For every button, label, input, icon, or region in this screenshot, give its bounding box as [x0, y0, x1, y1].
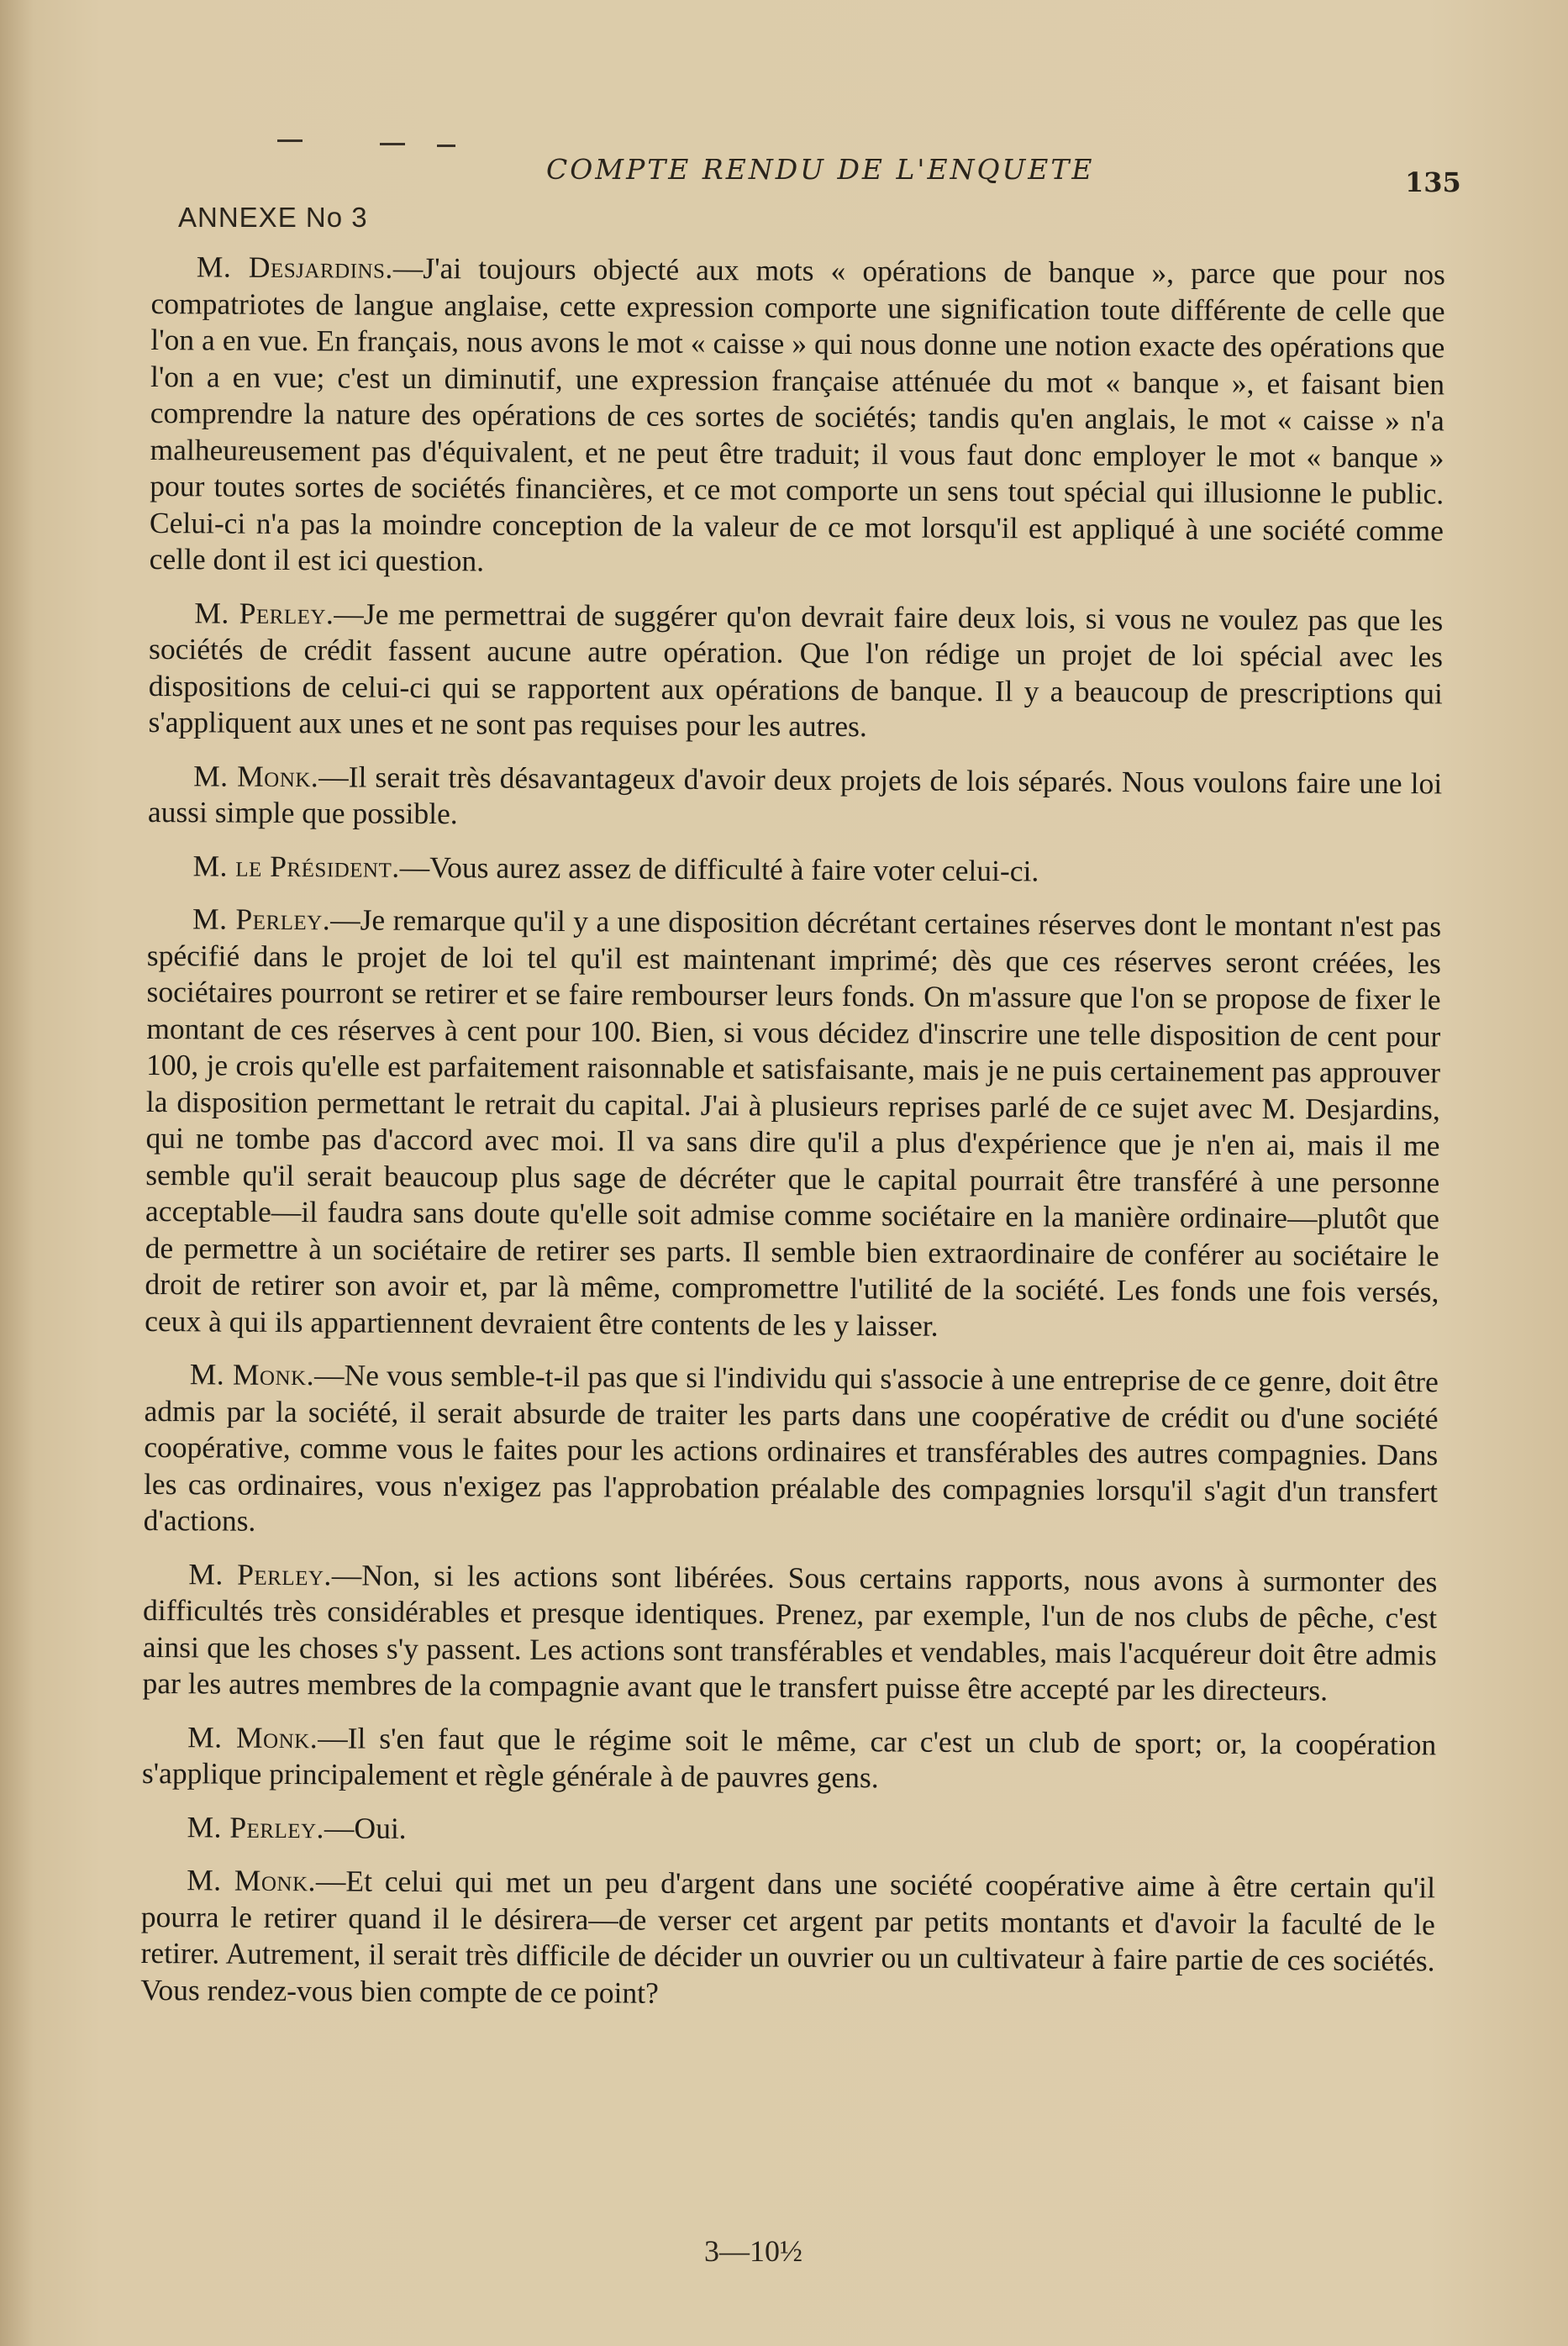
paragraph-text: —Il s'en faut que le régime soit le même, car c'est un club de sport; or, la coopération s'applique principalement et règle générale à de pauvres gens. [141, 1720, 1437, 1795]
transcript-paragraph [140, 1862, 1435, 2016]
speaker-name: M. le Président. [192, 848, 400, 884]
transcript-paragraph [141, 1808, 1435, 1853]
annex-label: ANNEXE No 3 [178, 202, 368, 233]
paragraph-text: —Ne vous semble-t-il pas que si l'individu qui s'associe à une entreprise de ce genre, doit être admis par la société, il serait absurde de traiter les parts dans une coopérative de crédit ou d'une société coopérative, comme vous le faites pour les actions ordinaires et transférables des autres compagnies. Dans les cas ordinaires, vous n'exigez pas l'approbation préalable des compagnies lorsqu'il s'agit d'un transfert d'actions. [143, 1358, 1439, 1538]
paragraph-text: —Il serait très désavantageux d'avoir deux projets de lois séparés. Nous voulons faire une loi aussi simple que possible. [147, 759, 1443, 831]
paragraph-text: —Je me permettrai de suggérer qu'on devrait faire deux lois, si vous ne voulez pas que les sociétés de crédit fassent aucune autre opération. Que l'on rédige un projet de loi spécial avec les dispositions de celui-ci qui se rapportent aux opérations de banque. Il y a beaucoup de prescriptions qui s'appliquent aux unes et ne sont pas requises pour les autres. [148, 596, 1444, 744]
speaker-name: M. Desjardins. [196, 250, 393, 285]
speaker-name: M. Monk. [189, 1357, 315, 1392]
speaker-name: M. Perley. [192, 902, 331, 937]
header-mark [380, 143, 405, 145]
page-number: 135 [1405, 166, 1461, 198]
transcript-paragraph [150, 249, 1445, 586]
signature-mark: 3—10½ [704, 2234, 802, 2268]
speaker-name: M. Monk. [187, 1863, 317, 1898]
paragraph-text: —J'ai toujours objecté aux mots « opérations de banque », parce que pour nos compatriotes de langue anglaise, cette expression comporte une signification toute différente de celle que l'on a en vue. En français, nous avons le mot « caisse » qui nous donne une notion exacte des opérations que l'on a en vue; c'est un diminutif, une expression française atténuée du mot « banque », et faisant bien comprendre la nature des opérations de ces sortes de sociétés; tandis qu'en anglais, le mot « caisse » n'a malheureusement pas d'équivalent, et ne peut être traduit; il vous faut donc employer le mot « banque » pour toutes sortes de sociétés financières, et ce mot comporte un sens tout spécial qui illusionne le public. Celui-ci n'a pas la moindre conception de la valeur de ce mot lorsqu'il est appliqué à une société comme celle dont il est ici question. [149, 250, 1445, 578]
header-mark [437, 145, 455, 147]
paragraph-text: —Oui. [324, 1810, 407, 1845]
transcript-paragraph [142, 1555, 1437, 1709]
transcript-paragraph [145, 901, 1441, 1347]
speaker-name: M. Monk. [187, 1719, 318, 1754]
paragraph-text: —Je remarque qu'il y a une disposition décrétant certaines réserves dont le montant n'est pas spécifié dans le projet de loi tel qu'il est maintenant imprimé; dès que ces réserves seront créées, les sociétaires pourront se retirer et se faire rembourser leurs fonds. On m'assure que l'on se propose de fixer le montant de ces réserves à cent pour 100. Bien, si vous décidez d'inscrire une telle disposition de cent pour 100, je crois qu'elle est parfaitement raisonnable et satisfaisante, mais je ne puis certainement pas approuver la disposition permettant le retrait du capital. J'ai à plusieurs reprises parlé de ce sujet avec M. Desjardins, qui ne tombe pas d'accord avec moi. Il va sans dire qu'il a plus d'expérience que je n'en ai, mais il me semble qu'il serait beaucoup plus sage de décréter que le capital pourrait être transféré à une personne acceptable—il faudra sans doute qu'elle soit admise comme sociétaire en la manière ordinaire—plutôt que de permettre à un sociétaire de retirer ses parts. Il semble bien extraordinaire de conférer au sociétaire le droit de retirer son avoir et, par là même, compromettre l'utilité de la société. Les fonds une fois versés, ceux à qui ils appartiennent devraient être contents de les y laisser. [145, 902, 1442, 1343]
paragraph-text: —Vous aurez assez de difficulté à faire voter celui-ci. [399, 850, 1039, 887]
running-title: COMPTE RENDU DE L'ENQUETE [546, 153, 1095, 186]
transcript-paragraph [144, 1356, 1439, 1547]
speaker-name: M. Perley. [194, 595, 334, 630]
transcript-body [140, 249, 1445, 2033]
header-mark [277, 139, 303, 142]
speaker-name: M. Perley. [187, 1809, 325, 1844]
transcript-paragraph [142, 1718, 1437, 1799]
transcript-paragraph [147, 847, 1441, 892]
paragraph-text: —Et celui qui met un peu d'argent dans une société coopérative aime à être certain qu'il pourra le retirer quand il le désirera—de verser cet argent par petits montants et d'avoir la faculté de le retirer. Autrement, il serait très difficile de décider un ouvrier ou un cultivateur à faire partie de ces sociétés. Vous rendez-vous bien compte de ce point? [140, 1864, 1436, 2010]
speaker-name: M. Perley. [188, 1556, 332, 1591]
paragraph-text: —Non, si les actions sont libérées. Sous certains rapports, nous avons à surmonter des difficultés très considérables et presque identiques. Prenez, par exemple, l'un de nos clubs de pêche, c'est ainsi que les choses s'y passent. Les actions sont transférables et vendables, mais l'acquéreur doit être admis par les autres membres de la compagnie avant que le transfert puisse être accepté par les directeurs. [142, 1557, 1438, 1707]
transcript-paragraph [148, 594, 1443, 748]
speaker-name: M. Monk. [193, 758, 319, 793]
transcript-paragraph [148, 757, 1443, 838]
